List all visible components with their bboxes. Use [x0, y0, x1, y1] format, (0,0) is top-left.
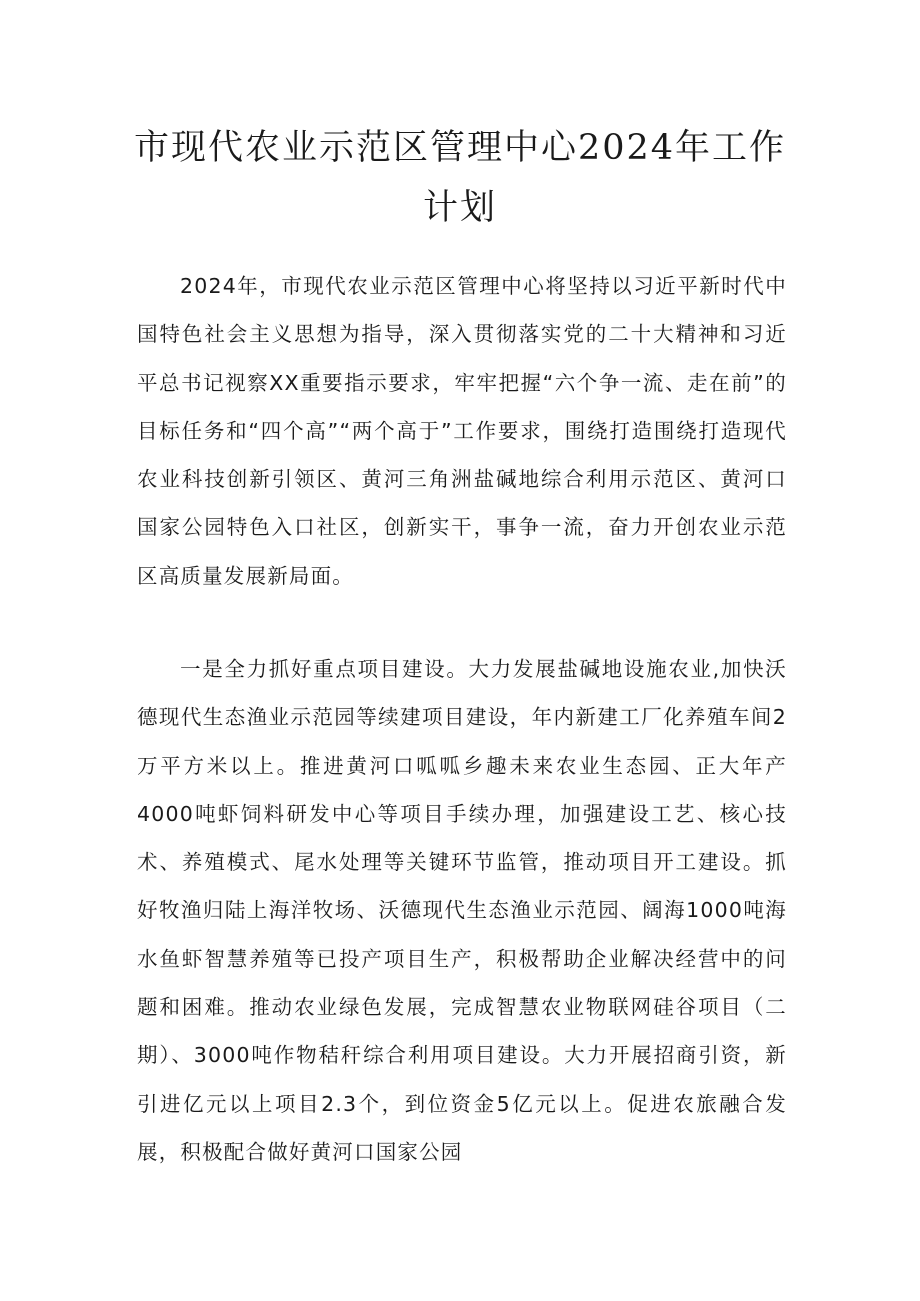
key-projects-paragraph: 一是全力抓好重点项目建设。大力发展盐碱地设施农业,加快沃德现代生态渔业示范园等续建项目建设，年内新建工厂化养殖车间2万平方米以上。推进黄河口呱呱乡趣未来农业生态园、正大年产4000吨虾饲料研发中心等项目手续办理，加强建设工艺、核心技术、养殖模式、尾水处理等关键环节监管，推动项目开工建设。抓好牧渔归陆上海洋牧场、沃德现代生态渔业示范园、阔海1000吨海水鱼虾智慧养殖等已投产项目生产，积极帮助企业解决经营中的问题和困难。推动农业绿色发展，完成智慧农业物联网硅谷项目（二期）、3000吨作物秸秆综合利用项目建设。大力开展招商引资，新引进亿元以上项目2.3个，到位资金5亿元以上。促进农旅融合发展，积极配合做好黄河口国家公园 — [137, 657, 787, 1164]
document-title: 市现代农业示范区管理中心2024年工作计划 — [133, 128, 787, 228]
intro-paragraph: 2024年，市现代农业示范区管理中心将坚持以习近平新时代中国特色社会主义思想为指导，深入贯彻落实党的二十大精神和习近平总书记视察XX重要指示要求，牢牢把握“六个争一流、走在前”的目标任务和“四个高”“两个高于”工作要求，围绕打造围绕打造现代农业科技创新引领区、黄河三角洲盐碱地综合利用示范区、黄河口国家公园特色入口社区，创新实干，事争一流，奋力开创农业示范区高质量发展新局面。 — [137, 274, 787, 588]
